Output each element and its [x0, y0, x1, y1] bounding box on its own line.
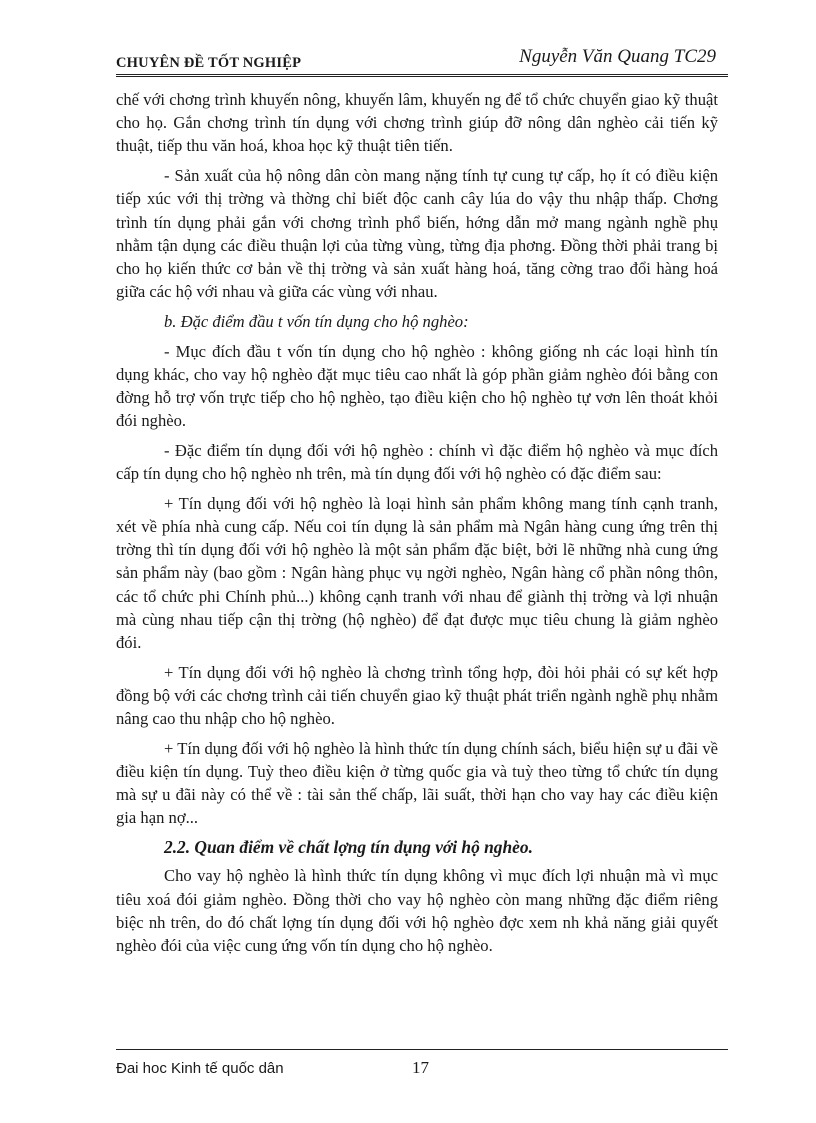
page-footer: [116, 1058, 728, 1082]
header-rule: [116, 74, 728, 77]
page-number: 17: [412, 1058, 429, 1077]
section-heading: 2.2. Quan điểm về chất lợng tín dụng với hộ nghèo.: [164, 837, 533, 858]
author-name: Nguyễn Văn Quang TC29: [519, 46, 716, 67]
page-header: [116, 46, 728, 74]
paragraph: - Mục đích đầu t vốn tín dụng cho hộ nghèo : không giống nh các loại hình tín dụng khác, cho vay hộ nghèo đặt mục tiêu cao nhất là góp phần giảm nghèo đói bằng con đờng hỗ trợ vốn trực tiếp cho hộ nghèo, tạo điều kiện cho hộ nghèo tự vơn lên thoát khỏi đói nghèo.: [116, 341, 718, 431]
page-body: [116, 88, 718, 964]
paragraph: Cho vay hộ nghèo là hình thức tín dụng không vì mục đích lợi nhuận mà vì mục tiêu xoá đói giảm nghèo. Đồng thời cho vay hộ nghèo còn mang những đặc điểm riêng biệc nh trên, do đó chất lợng tín dụng đối với hộ nghèo đợc xem nh khả năng giải quyết nghèo đói của việc cung ứng vốn tín dụng cho hộ nghèo.: [116, 866, 718, 955]
paragraph: + Tín dụng đối với hộ nghèo là hình thức tín dụng chính sách, biểu hiện sự u đãi về điều kiện tín dụng. Tuỳ theo điều kiện ở từng quốc gia và tuỳ theo từng tổ chức tín dụng mà sự u đãi này có thể về : tài sản thế chấp, lãi suất, thời hạn cho vay hay các điều kiện gia hạn nợ...: [116, 738, 718, 828]
footer-rule: [116, 1049, 728, 1050]
paragraph: + Tín dụng đối với hộ nghèo là loại hình sản phẩm không mang tính cạnh tranh, xét về phía nhà cung cấp. Nếu coi tín dụng là sản phẩm mà Ngân hàng cung ứng trên thị trờng thì tín dụng đối với hộ nghèo là một sản phẩm đặc biệt, bởi lẽ những nhà cung ứng sản phẩm này (bao gồm : Ngân hàng phục vụ ngời nghèo, Ngân hàng cổ phần nông thôn, các tổ chức phi Chính phủ...) không cạnh tranh với nhau để giành thị trờng và lợi nhuận mà cùng nhau tiếp cận thị trờng (hộ nghèo) để đạt được mục tiêu chung là giảm nghèo đói.: [116, 493, 718, 652]
university-name: Đai hoc Kinh tế quốc dân: [116, 1060, 284, 1077]
document-type-label: CHUYÊN ĐỀ TỐT NGHIỆP: [116, 55, 302, 71]
paragraph: - Sản xuất của hộ nông dân còn mang nặng tính tự cung tự cấp, họ ít có điều kiện tiếp xúc với thị trờng và thờng chỉ biết độc canh cây lúa do vậy thu nhập thấp. Chơng trình tín dụng phải gắn với chơng trình phổ biến, hớng dẫn mở mang ngành nghề phụ nhằm tận dụng các điều thuận lợi của từng vùng, từng địa phơng. Đồng thời phải trang bị cho họ kiến thức cơ bản về thị trờng và sản xuất hàng hoá, tăng cờng trao đổi hàng hoá giữa các hộ với nhau và giữa các vùng với nhau.: [116, 166, 718, 302]
paragraph: chế với chơng trình khuyến nông, khuyến lâm, khuyến ng để tổ chức chuyển giao kỹ thuật cho họ. Gắn chơng trình tín dụng với chơng trình giúp đỡ nông dân nghèo cải tiến kỹ thuật, tiếp thu văn hoá, khoa học kỹ thuật tiên tiến.: [116, 90, 718, 156]
subheading: b. Đặc điểm đầu t vốn tín dụng cho hộ nghèo:: [164, 311, 469, 331]
paragraph: + Tín dụng đối với hộ nghèo là chơng trình tổng hợp, đòi hỏi phải có sự kết hợp đồng bộ với các chơng trình cải tiến chuyển giao kỹ thuật phát triển ngành nghề phụ nhằm nâng cao thu nhập cho hộ nghèo.: [116, 662, 718, 729]
paragraph: - Đặc điểm tín dụng đối với hộ nghèo : chính vì đặc điểm hộ nghèo và mục đích cấp tín dụng cho hộ nghèo nh trên, mà tín dụng đối với hộ nghèo có đặc điểm sau:: [116, 440, 718, 484]
